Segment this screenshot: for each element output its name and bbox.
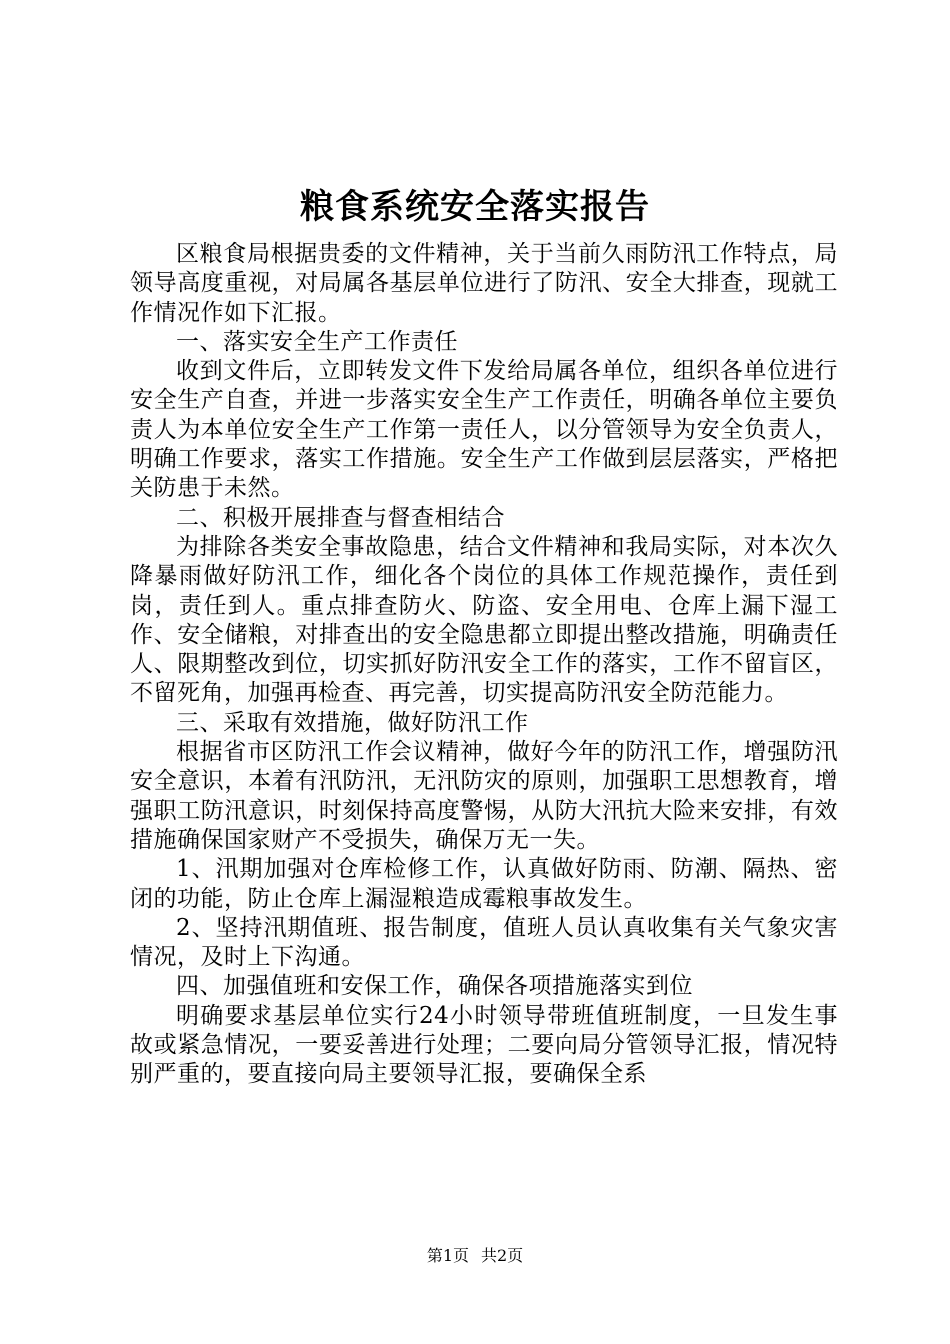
intro-paragraph: 区粮食局根据贵委的文件精神，关于当前久雨防汛工作特点，局领导高度重视，对局属各基层单位进行了防汛、安全大排查，现就工作情况作如下汇报。 bbox=[130, 241, 838, 326]
section-3-item-2: 2、坚持汛期值班、报告制度，值班人员认真收集有关气象灾害情况，及时上下沟通。 bbox=[130, 914, 838, 971]
section-3-paragraph: 根据省市区防汛工作会议精神，做好今年的防汛工作，增强防汛安全意识，本着有汛防汛，无汛防灾的原则，加强职工思想教育，增强职工防汛意识，时刻保持高度警惕，从防大汛抗大险来安排，有效措施确保国家财产不受损失，确保万无一失。 bbox=[130, 739, 838, 853]
section-4-paragraph: 明确要求基层单位实行24小时领导带班值班制度，一旦发生事故或紧急情况，一要妥善进行处理；二要向局分管领导汇报，情况特别严重的，要直接向局主要领导汇报，要确保全系 bbox=[130, 1002, 838, 1088]
section-heading-1: 一、落实安全生产工作责任 bbox=[176, 328, 458, 355]
section-1-paragraph: 收到文件后，立即转发文件下发给局属各单位，组织各单位进行安全生产自查，并进一步落实安全生产工作责任，明确各单位主要负责人为本单位安全生产工作第一责任人，以分管领导为安全负责人，明确工作要求，落实工作措施。安全生产工作做到层层落实，严格把关防患于未然。 bbox=[130, 358, 838, 502]
section-3-item-1: 1、汛期加强对仓库检修工作，认真做好防雨、防潮、隔热、密闭的功能，防止仓库上漏湿粮造成霉粮事故发生。 bbox=[130, 856, 838, 912]
section-2-paragraph: 为排除各类安全事故隐患，结合文件精神和我局实际，对本次久降暴雨做好防汛工作，细化各个岗位的具体工作规范操作，责任到岗，责任到人。重点排查防火、防盗、安全用电、仓库上漏下湿工作、安全储粮，对排查出的安全隐患都立即提出整改措施，明确责任人、限期整改到位，切实抓好防汛安全工作的落实，工作不留盲区，不留死角，加强再检查、再完善，切实提高防汛安全防范能力。 bbox=[130, 533, 838, 707]
page-total: 共2页 bbox=[481, 1246, 524, 1265]
section-heading-2: 二、积极开展排查与督查相结合 bbox=[176, 504, 505, 531]
section-heading-3: 三、采取有效措施，做好防汛工作 bbox=[176, 709, 529, 736]
section-heading-4: 四、加强值班和安保工作，确保各项措施落实到位 bbox=[176, 973, 693, 1000]
page-number: 第1页 bbox=[426, 1246, 469, 1265]
page-footer bbox=[0, 1245, 950, 1267]
page-title: 粮食系统安全落实报告 bbox=[300, 187, 650, 227]
document-body bbox=[130, 240, 838, 1090]
